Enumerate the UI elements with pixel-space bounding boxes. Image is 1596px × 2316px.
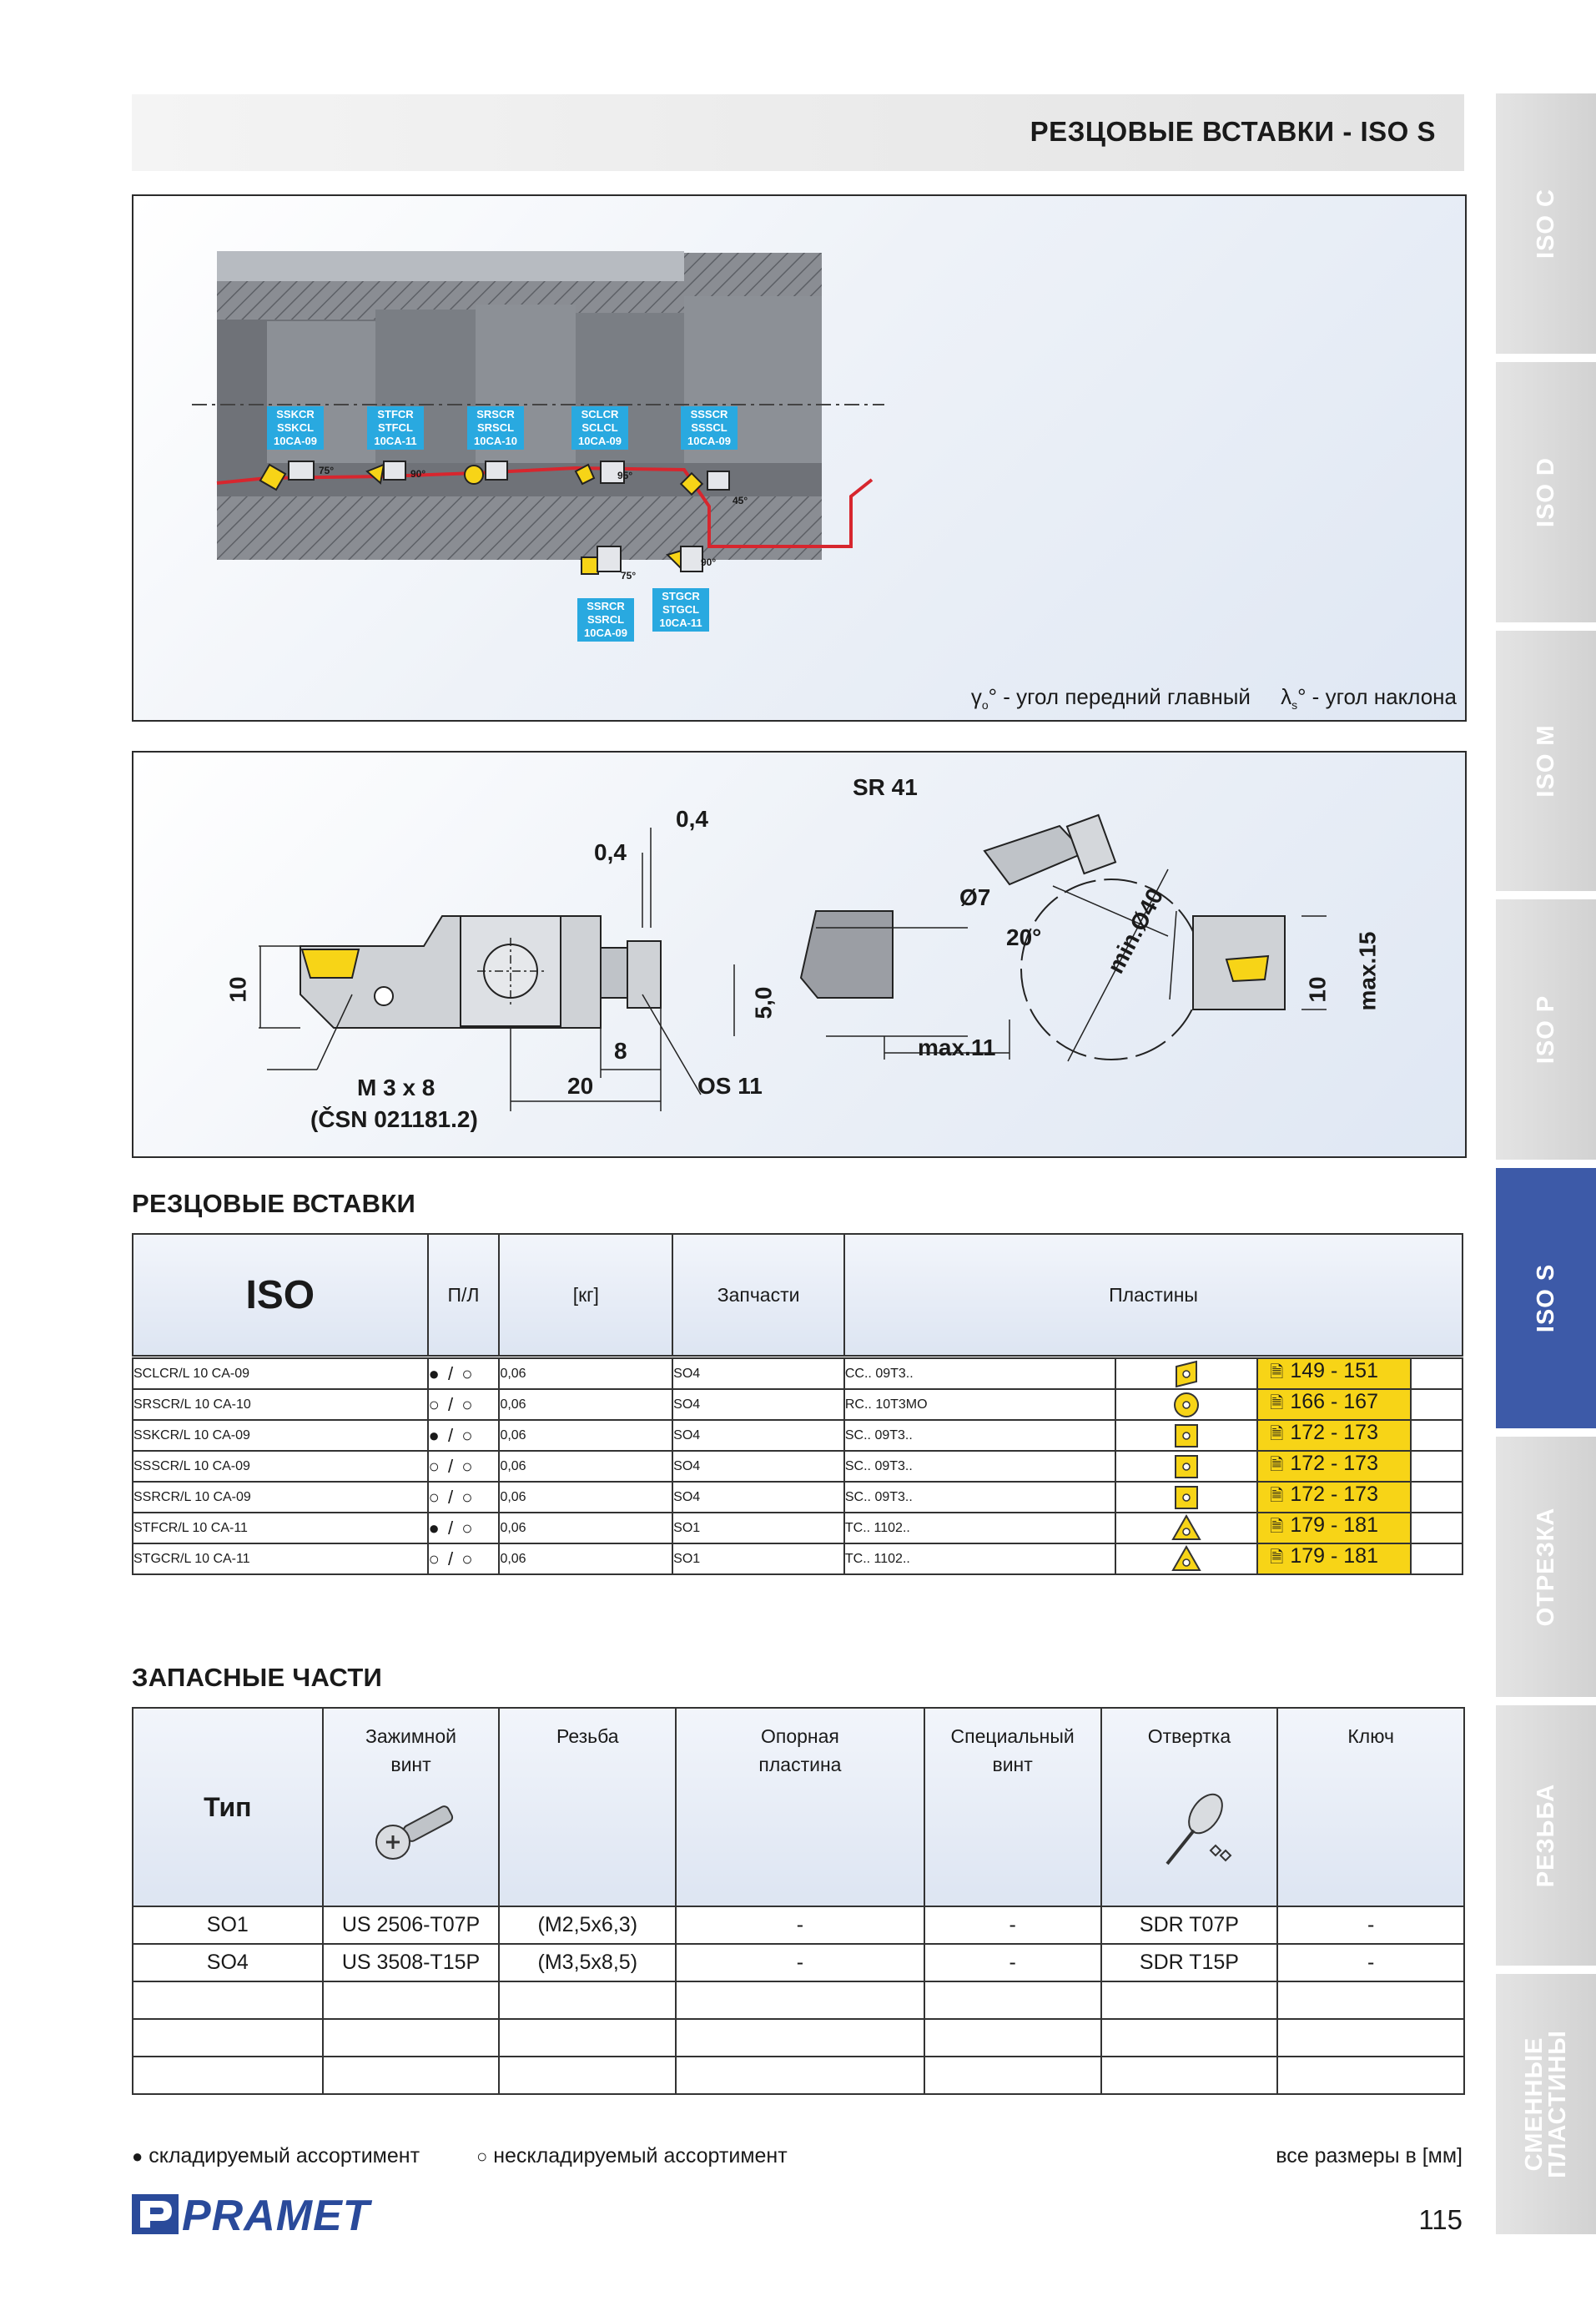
insert-shape [1115,1543,1257,1574]
empty-cell [1411,1482,1463,1513]
left-availability: ○ [461,1393,475,1415]
screwdriver-icon [1139,1784,1239,1875]
holder-tag: SSSCR SSSCL 10CA-09 [681,406,738,450]
section-title-spares: ЗАПАСНЫЕ ЧАСТИ [132,1663,383,1692]
holder-tag: STFCR STFCL 10CA-11 [367,406,424,450]
spare-key: - [1277,1944,1464,1981]
screw-icon [361,1795,461,1870]
weight-cell: 0,06 [499,1513,672,1543]
holder-code: SCLCR/L 10 CA-09 [133,1358,428,1389]
spares-table [132,1707,1465,2095]
insert-designation: SC.. 09T3.. [844,1420,1116,1451]
holder-application-diagram [132,194,1467,722]
weight-cell: 0,06 [499,1451,672,1482]
lambda-symbol: λ [1281,683,1292,709]
parts-cell: SO4 [672,1451,844,1482]
logo-wordmark: PRAMET [182,2192,370,2240]
table-header-row [133,1234,1463,1356]
hand-availability: ○ / ○ [428,1451,500,1482]
document-icon: 🗎 [1270,1487,1284,1505]
hand-availability: ○ / ○ [428,1482,500,1513]
tab-iso-p[interactable] [1496,899,1596,1160]
empty-row [133,2019,1464,2057]
table-header-row [133,1708,1464,1906]
inserts-table [132,1233,1463,1357]
header-line: Зажимной [365,1725,457,1747]
bore-wall-bottom [217,496,822,560]
header-line: Отвертка [1147,1725,1231,1747]
tab-label: ISO D [1533,457,1559,527]
table-row [133,1451,1463,1482]
parts-cell: SO4 [672,1420,844,1451]
empty-cell [924,1981,1101,2019]
parts-cell: SO1 [672,1543,844,1574]
parts-cell: SO4 [672,1482,844,1513]
document-icon: 🗎 [1270,1363,1284,1382]
empty-cell [676,1981,924,2019]
dim-label: min.Ø40 [1102,884,1169,978]
page-title: РЕЗЦОВЫЕ ВСТАВКИ - ISO S [1030,116,1436,147]
left-availability: ○ [461,1455,475,1477]
dim-label: max.11 [918,1035,996,1060]
header-weight: [кг] [499,1234,672,1356]
dim-label: 10 [1304,976,1331,1003]
round-insert-icon [1171,1391,1201,1419]
left-availability: ○ [461,1486,475,1508]
dim-label: 0,4 [594,839,627,865]
nonstock-dot-icon: ○ [476,2146,488,2167]
table-row [133,1482,1463,1513]
catalog-page-ref[interactable] [1257,1420,1411,1451]
right-availability: ○ [428,1455,441,1477]
document-icon: 🗎 [1270,1548,1284,1567]
hand-availability: ● / ○ [428,1420,500,1451]
weight-cell: 0,06 [499,1420,672,1451]
catalog-page-ref[interactable] [1257,1543,1411,1574]
empty-cell [1411,1389,1463,1420]
bore-drawing [133,196,1465,720]
hand-availability: ● / ○ [428,1358,500,1389]
header-hand: П/Л [428,1234,500,1356]
lambda-subscript: s [1291,698,1298,712]
triangle-insert-icon [1171,1514,1201,1543]
spare-screw: US 3508-T15P [323,1944,500,1981]
insert-shape [1115,1513,1257,1543]
hand-availability: ● / ○ [428,1513,500,1543]
left-availability: ○ [461,1362,475,1384]
angle-label: 45° [733,495,748,506]
holder-tag: STGCR STGCL 10CA-11 [652,588,709,632]
header-line: винт [390,1754,431,1775]
holder-code: SSSCR/L 10 CA-09 [133,1451,428,1482]
screw-standard: (ČSN 021181.2) [310,1106,478,1132]
holder-code: SSRCR/L 10 CA-09 [133,1482,428,1513]
stock-dot-icon: ● [132,2146,143,2167]
table-row [133,1358,1463,1389]
spare-thread: (M3,5x8,5) [499,1944,676,1981]
header-shim [676,1708,924,1906]
document-icon: 🗎 [1270,1518,1284,1536]
dim-label: 5,0 [750,986,777,1020]
inserts-table-body [132,1357,1463,1575]
tab-threading[interactable] [1496,1705,1596,1966]
page-range: 149 - 151 [1290,1359,1378,1382]
lambda-description: ° - угол наклона [1297,683,1457,709]
gamma-symbol: γ [970,683,982,709]
header-band [132,94,1464,171]
header-line: пластина [758,1754,842,1775]
tab-label: ISO P [1533,994,1559,1065]
holder-code: STGCR/L 10 CA-11 [133,1543,428,1574]
insert-outline [302,949,359,978]
catalog-page-ref[interactable] [1257,1513,1411,1543]
dim-label: max.15 [1354,931,1381,1011]
header-inserts: Пластины [844,1234,1463,1356]
insert-shape [1115,1451,1257,1482]
header-line: Специальный [950,1725,1075,1747]
tab-label: РЕЗЬБА [1533,1783,1559,1888]
tab-label: ISO S [1533,1263,1559,1333]
empty-cell [323,2019,500,2057]
right-availability: ● [428,1517,441,1538]
angle-legend [971,684,1457,712]
empty-cell [1277,2019,1464,2057]
header-driver [1101,1708,1278,1906]
parts-cell: SO4 [672,1358,844,1389]
page-range: 172 - 173 [1290,1452,1378,1475]
insert-shape [1115,1420,1257,1451]
header-clamp-screw [323,1708,500,1906]
empty-cell [499,2019,676,2057]
dimension-drawings [133,753,1465,1156]
empty-cell [133,2019,323,2057]
document-icon: 🗎 [1270,1425,1284,1443]
empty-cell [323,2057,500,2094]
empty-cell [1411,1451,1463,1482]
square-insert-icon [1171,1422,1201,1450]
hand-availability: ○ / ○ [428,1389,500,1420]
tab-iso-d[interactable] [1496,362,1596,622]
tab-label: СМЕННЫЕ ПЛАСТИНЫ [1521,2030,1571,2178]
catalog-page-ref[interactable] [1257,1358,1411,1389]
holder-code: SSKCR/L 10 CA-09 [133,1420,428,1451]
section-title-inserts: РЕЗЦОВЫЕ ВСТАВКИ [132,1189,416,1218]
right-availability: ● [428,1362,441,1384]
holder-code: SRSCR/L 10 CA-10 [133,1389,428,1420]
pramet-logo [132,2189,369,2239]
empty-cell [1101,2019,1278,2057]
bore-edge [217,251,684,281]
empty-cell [1277,1981,1464,2019]
page-range: 166 - 167 [1290,1390,1378,1413]
insert-shape [1115,1358,1257,1389]
angle-label: 95° [617,470,633,481]
angle-label: 75° [319,465,335,476]
left-availability: ○ [461,1517,475,1538]
empty-cell [924,2019,1101,2057]
gamma-description: ° - угол передний главный [988,683,1251,709]
dim-label: Ø7 [959,884,991,910]
tab-inserts[interactable] [1496,1974,1596,2234]
table-row [133,1906,1464,1944]
right-availability: ○ [428,1486,441,1508]
empty-cell [1101,1981,1278,2019]
empty-cell [1277,2057,1464,2094]
gamma-subscript: o [981,698,989,712]
right-availability: ○ [428,1548,441,1569]
page-range: 172 - 173 [1290,1483,1378,1506]
empty-cell [1101,2057,1278,2094]
spare-driver: SDR T07P [1101,1906,1278,1944]
right-availability: ● [428,1424,441,1446]
angle-label: 75° [621,570,637,582]
empty-cell [676,2019,924,2057]
right-availability: ○ [428,1393,441,1415]
holder-tag: SSRCR SSRCL 10CA-09 [577,598,634,642]
side-tab-bar [1496,93,1596,2238]
document-icon: 🗎 [1270,1456,1284,1474]
wrench-size: OS 11 [697,1073,763,1099]
dim-label: 20 [567,1073,594,1099]
left-availability: ○ [461,1424,475,1446]
dim-label: 20° [1006,924,1042,950]
spare-driver: SDR T15P [1101,1944,1278,1981]
header-key: Ключ [1277,1708,1464,1906]
empty-cell [133,1981,323,2019]
empty-row [133,2057,1464,2094]
insert-shape [1115,1482,1257,1513]
angle-label: 90° [701,556,717,568]
insert-designation: CC.. 09T3.. [844,1358,1116,1389]
square-insert-icon [1171,1483,1201,1512]
holder-tag: SSKCR SSKCL 10CA-09 [267,406,324,450]
rhombus-80-insert-icon [1171,1360,1201,1388]
header-iso: ISO [133,1234,428,1356]
triangle-insert-icon [1171,1545,1201,1573]
header-thread: Резьба [499,1708,676,1906]
weight-cell: 0,06 [499,1543,672,1574]
nonstock-label: нескладируемый ассортимент [493,2144,788,2167]
empty-row [133,1981,1464,2019]
spare-type: SO4 [133,1944,323,1981]
parts-cell: SO4 [672,1389,844,1420]
page-number: 115 [1418,2204,1463,2235]
spare-special: - [924,1944,1101,1981]
table-row [133,1389,1463,1420]
spare-shim: - [676,1906,924,1944]
empty-cell [499,1981,676,2019]
catalog-page-ref[interactable] [1257,1451,1411,1482]
catalog-page-ref[interactable] [1257,1482,1411,1513]
spare-key: - [1277,1906,1464,1944]
hand-availability: ○ / ○ [428,1543,500,1574]
tab-iso-c[interactable] [1496,93,1596,354]
empty-cell [676,2057,924,2094]
table-row [133,1420,1463,1451]
spare-type: SO1 [133,1906,323,1944]
empty-cell [1411,1358,1463,1389]
holder-tag: SCLCR SCLCL 10CA-09 [571,406,628,450]
tab-label: ОТРЕЗКА [1533,1507,1559,1627]
dimension-drawing-panel [132,751,1467,1158]
holder-code: STFCR/L 10 CA-11 [133,1513,428,1543]
insert-designation: RC.. 10T3MO [844,1389,1116,1420]
insert-designation: TC.. 1102.. [844,1543,1116,1574]
table-row [133,1944,1464,1981]
availability-legend [132,2144,788,2168]
weight-cell: 0,06 [499,1482,672,1513]
header-parts: Запчасти [672,1234,844,1356]
dim-label: 8 [614,1038,627,1064]
tab-iso-s[interactable] [1496,1168,1596,1428]
weight-cell: 0,06 [499,1389,672,1420]
weight-cell: 0,06 [499,1358,672,1389]
page-range: 179 - 181 [1290,1544,1378,1568]
spare-special: - [924,1906,1101,1944]
empty-cell [924,2057,1101,2094]
insert-designation: TC.. 1102.. [844,1513,1116,1543]
spare-thread: (M2,5x6,3) [499,1906,676,1944]
units-note: все размеры в [мм] [1276,2144,1463,2167]
table-row [133,1543,1463,1574]
empty-cell [499,2057,676,2094]
header-line: винт [992,1754,1033,1775]
catalog-page-ref[interactable] [1257,1389,1411,1420]
header-line: Опорная [760,1725,839,1747]
document-icon: 🗎 [1270,1394,1284,1412]
insert-designation: SC.. 09T3.. [844,1482,1116,1513]
empty-cell [1411,1513,1463,1543]
spare-screw: US 2506-T07P [323,1906,500,1944]
tab-label: ISO C [1533,189,1559,259]
spare-shim: - [676,1944,924,1981]
dim-label: SR 41 [853,774,918,800]
left-availability: ○ [461,1548,475,1569]
empty-cell [1411,1543,1463,1574]
dim-label: 10 [224,976,251,1003]
tab-cutoff[interactable] [1496,1437,1596,1697]
page-range: 172 - 173 [1290,1421,1378,1444]
table-row [133,1513,1463,1543]
page-range: 179 - 181 [1290,1513,1378,1537]
insert-designation: SC.. 09T3.. [844,1451,1116,1482]
angle-label: 90° [410,468,426,480]
stock-label: складируемый ассортимент [149,2144,420,2167]
tab-label: ISO M [1533,724,1559,798]
insert-shape [1115,1389,1257,1420]
screw-spec: M 3 x 8 [357,1075,436,1100]
square-insert-icon [1171,1453,1201,1481]
holder-tag: SRSCR SRSCL 10CA-10 [467,406,524,450]
header-special-screw [924,1708,1101,1906]
empty-cell [133,2057,323,2094]
header-type: Тип [133,1708,323,1906]
dim-label: 0,4 [676,806,708,832]
empty-cell [1411,1420,1463,1451]
tab-iso-m[interactable] [1496,631,1596,891]
parts-cell: SO1 [672,1513,844,1543]
empty-cell [323,1981,500,2019]
